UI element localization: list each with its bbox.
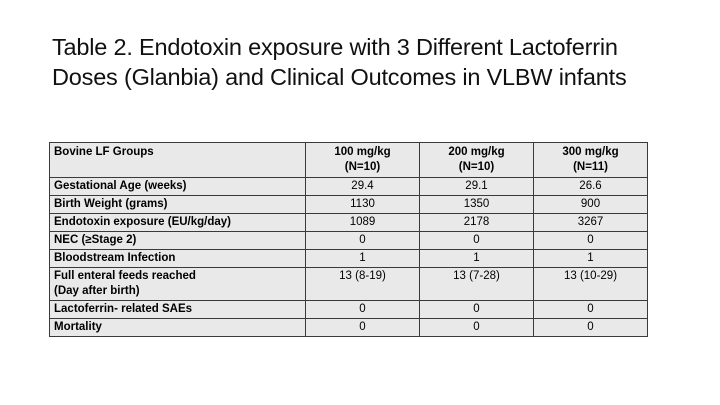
title-line-2: Doses (Glanbia) and Clinical Outcomes in VLBW infants bbox=[52, 64, 627, 90]
slide-title bbox=[52, 32, 692, 92]
cell: 1089 bbox=[306, 214, 420, 232]
row-label bbox=[50, 268, 306, 301]
header-dose: 300 mg/kg bbox=[562, 146, 619, 158]
cell: 0 bbox=[306, 232, 420, 250]
cell: 0 bbox=[420, 301, 534, 319]
row-label-sub: (Day after birth) bbox=[54, 285, 140, 297]
header-n: (N=10) bbox=[344, 161, 381, 173]
row-label: Mortality bbox=[50, 319, 306, 337]
results-table bbox=[49, 142, 648, 337]
cell: 13 (10-29) bbox=[534, 268, 648, 301]
title-line-1: Table 2. Endotoxin exposure with 3 Different Lactoferrin bbox=[52, 34, 618, 60]
table-row bbox=[50, 301, 648, 319]
table-row bbox=[50, 178, 648, 196]
header-n: (N=10) bbox=[458, 161, 495, 173]
row-label-main: Full enteral feeds reached bbox=[54, 270, 196, 282]
cell: 1130 bbox=[306, 196, 420, 214]
cell: 0 bbox=[306, 319, 420, 337]
cell: 1350 bbox=[420, 196, 534, 214]
header-col-100 bbox=[306, 143, 420, 178]
table-row bbox=[50, 196, 648, 214]
cell: 1 bbox=[534, 250, 648, 268]
cell: 0 bbox=[420, 319, 534, 337]
cell: 0 bbox=[534, 319, 648, 337]
header-dose: 200 mg/kg bbox=[448, 146, 505, 158]
table-header-row bbox=[50, 143, 648, 178]
cell: 0 bbox=[420, 232, 534, 250]
cell: 26.6 bbox=[534, 178, 648, 196]
table-row bbox=[50, 319, 648, 337]
cell: 13 (8-19) bbox=[306, 268, 420, 301]
cell: 0 bbox=[534, 232, 648, 250]
row-label: Endotoxin exposure (EU/kg/day) bbox=[50, 214, 306, 232]
table-row bbox=[50, 250, 648, 268]
row-label: NEC (≥Stage 2) bbox=[50, 232, 306, 250]
cell: 29.1 bbox=[420, 178, 534, 196]
cell: 2178 bbox=[420, 214, 534, 232]
cell: 1 bbox=[306, 250, 420, 268]
cell: 13 (7-28) bbox=[420, 268, 534, 301]
row-label: Birth Weight (grams) bbox=[50, 196, 306, 214]
cell: 0 bbox=[534, 301, 648, 319]
header-dose: 100 mg/kg bbox=[334, 146, 391, 158]
row-label: Lactoferrin- related SAEs bbox=[50, 301, 306, 319]
header-groups-label: Bovine LF Groups bbox=[50, 143, 306, 178]
cell: 900 bbox=[534, 196, 648, 214]
header-col-200 bbox=[420, 143, 534, 178]
row-label: Bloodstream Infection bbox=[50, 250, 306, 268]
header-col-300 bbox=[534, 143, 648, 178]
cell: 1 bbox=[420, 250, 534, 268]
cell: 0 bbox=[306, 301, 420, 319]
table-row bbox=[50, 232, 648, 250]
table-row bbox=[50, 214, 648, 232]
cell: 29.4 bbox=[306, 178, 420, 196]
table-row bbox=[50, 268, 648, 301]
cell: 3267 bbox=[534, 214, 648, 232]
header-n: (N=11) bbox=[573, 161, 608, 173]
row-label: Gestational Age (weeks) bbox=[50, 178, 306, 196]
